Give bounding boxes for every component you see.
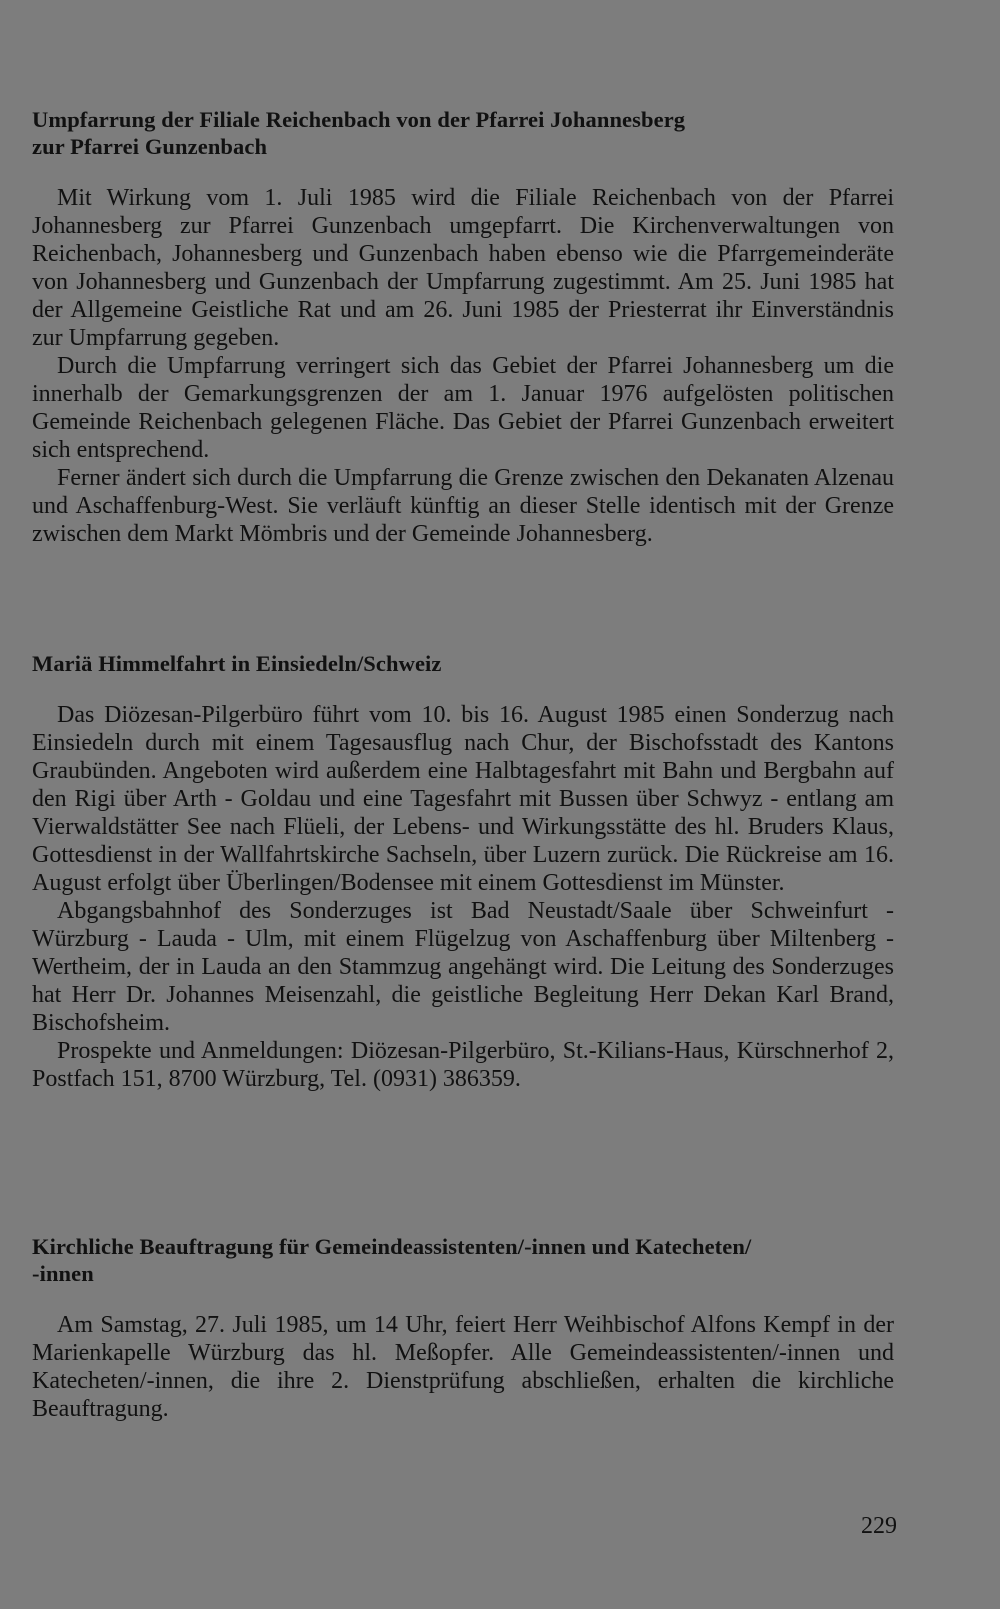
paragraph: Durch die Umpfarrung verringert sich das Gebiet der Pfarrei Johannesberg um die innerhalb der Gemarkungsgrenzen der am 1. Januar 1976 aufgelösten politischen Gemeinde Reichenbach gelegenen Fläche. Das Gebiet der Pfarrei Gunzenbach erweitert sich entsprechend. — [32, 353, 894, 463]
section-heading — [32, 1233, 894, 1287]
section-umpfarrung — [32, 106, 894, 548]
paragraph: Am Samstag, 27. Juli 1985, um 14 Uhr, feiert Herr Weihbischof Alfons Kempf in der Marienkapelle Würzburg das hl. Meßopfer. Alle Gemeindeassistenten/-innen und Katecheten/-innen, die ihre 2. Dienstprüfung abschließen, erhalten die kirchliche Beauftragung. — [32, 1312, 894, 1422]
section-maria-himmelfahrt — [32, 650, 894, 1093]
page-number: 229 — [861, 1513, 897, 1539]
paragraph: Mit Wirkung vom 1. Juli 1985 wird die Filiale Reichenbach von der Pfarrei Johannesberg zur Pfarrei Gunzenbach umgepfarrt. Die Kirchenverwaltungen von Reichenbach, Johannesberg und Gunzenbach haben ebenso wie die Pfarrgemeinderäte von Johannesberg und Gunzenbach der Umpfarrung zugestimmt. Am 25. Juni 1985 hat der Allgemeine Geistliche Rat und am 26. Juni 1985 der Priesterrat ihr Einverständnis zur Umpfarrung gegeben. — [32, 185, 894, 351]
section-body — [32, 184, 894, 548]
paragraph: Prospekte und Anmeldungen: Diözesan-Pilgerbüro, St.-Kilians-Haus, Kürschnerhof 2, Postfach 151, 8700 Würzburg, Tel. (0931) 386359. — [32, 1038, 894, 1092]
paragraph: Abgangsbahnhof des Sonderzuges ist Bad Neustadt/Saale über Schweinfurt - Würzburg - Lauda - Ulm, mit einem Flügelzug von Aschaffenburg über Miltenberg - Wertheim, der in Lauda an den Stammzug angehängt wird. Die Leitung des Sonderzuges hat Herr Dr. Johannes Meisenzahl, die geistliche Begleitung Herr Dekan Karl Brand, Bischofsheim. — [32, 898, 894, 1036]
section-heading — [32, 650, 894, 677]
heading-line: zur Pfarrei Gunzenbach — [32, 134, 268, 159]
heading-line: Umpfarrung der Filiale Reichenbach von der Pfarrei Johannesberg — [32, 107, 686, 132]
section-kirchliche-beauftragung — [32, 1233, 894, 1423]
heading-line: -innen — [32, 1261, 94, 1286]
paragraph: Ferner ändert sich durch die Umpfarrung die Grenze zwischen den Dekanaten Alzenau und Aschaffenburg-West. Sie verläuft künftig an dieser Stelle identisch mit der Grenze zwischen dem Markt Mömbris und der Gemeinde Johannesberg. — [32, 465, 894, 547]
paragraph: Das Diözesan-Pilgerbüro führt vom 10. bis 16. August 1985 einen Sonderzug nach Einsiedeln durch mit einem Tagesausflug nach Chur, der Bischofsstadt des Kantons Graubünden. Angeboten wird außerdem eine Halbtagesfahrt mit Bahn und Bergbahn auf den Rigi über Arth - Goldau und eine Tagesfahrt mit Bussen über Schwyz - entlang am Vierwaldstätter See nach Flüeli, der Lebens- und Wirkungsstätte des hl. Bruders Klaus, Gottesdienst in der Wallfahrtskirche Sachseln, über Luzern zurück. Die Rückreise am 16. August erfolgt über Überlingen/Bodensee mit einem Gottesdienst im Münster. — [32, 702, 894, 896]
section-body — [32, 701, 894, 1093]
heading-line: Mariä Himmelfahrt in Einsiedeln/Schweiz — [32, 651, 442, 676]
section-heading — [32, 106, 894, 160]
heading-line: Kirchliche Beauftragung für Gemeindeassistenten/-innen und Katecheten/ — [32, 1234, 752, 1259]
section-body — [32, 1311, 894, 1423]
